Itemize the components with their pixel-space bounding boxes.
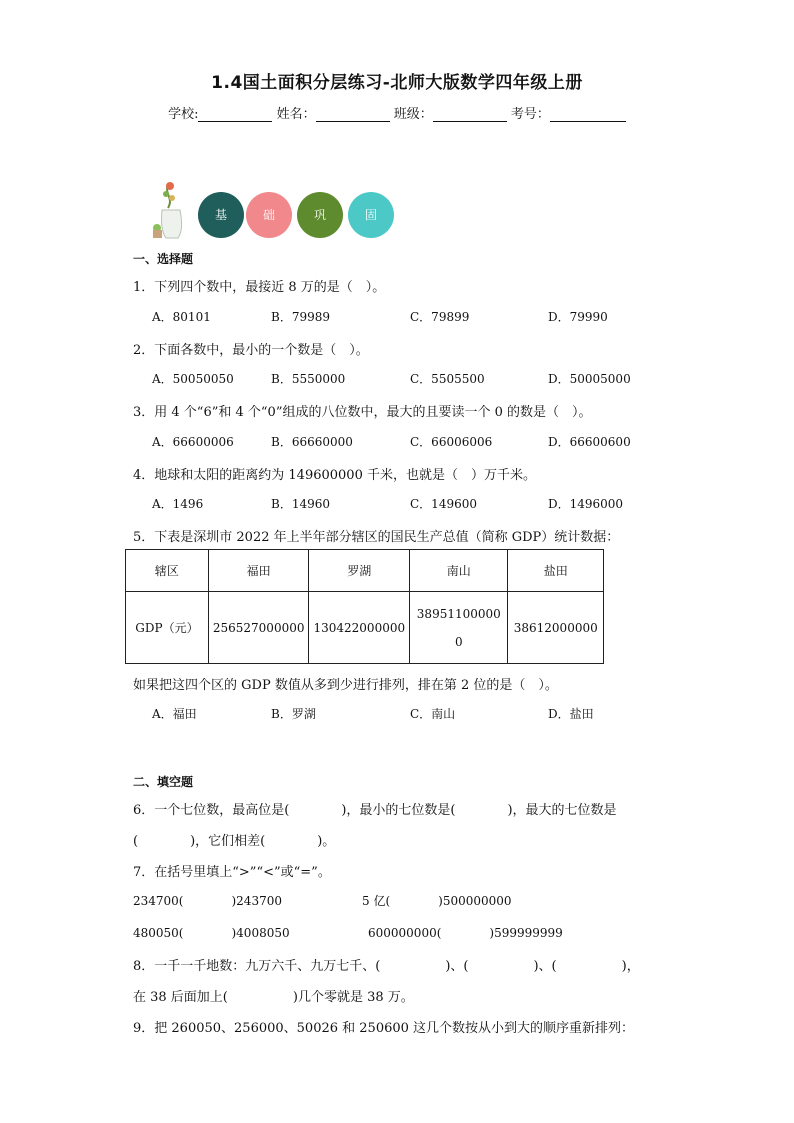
- badge-gong: [297, 192, 343, 238]
- q4-option-a[interactable]: A．1496: [152, 497, 204, 511]
- q3-option-c[interactable]: C．66006006: [410, 435, 493, 449]
- q1-option-d[interactable]: D．79990: [548, 310, 608, 324]
- col-header-luohu: 罗湖: [309, 550, 410, 592]
- q7-item-2[interactable]: 5 亿( )500000000: [362, 894, 512, 908]
- col-header-nanshan: 南山: [410, 550, 508, 592]
- q2-stem: 2．下面各数中，最小的一个数是（ ）。: [133, 343, 369, 358]
- section-choice-title: 一、选择题: [133, 252, 194, 266]
- q5-followup: 如果把这四个区的 GDP 数值从多到少进行排列，排在第 2 位的是（ ）。: [133, 678, 558, 693]
- col-header-district: 辖区: [126, 550, 209, 592]
- badge-gu: [348, 192, 394, 238]
- q4-option-b[interactable]: B．14960: [271, 497, 330, 511]
- cell-yantian: 38612000000: [508, 592, 604, 664]
- gdp-header-row: [126, 550, 604, 592]
- q1-option-b[interactable]: B．79989: [271, 310, 330, 324]
- student-info-line: [0, 103, 794, 122]
- q3-option-b[interactable]: B．66660000: [271, 435, 353, 449]
- q8-line2: 在 38 后面加上( )几个零就是 38 万。: [133, 990, 414, 1005]
- name-label: 姓名：: [276, 107, 316, 122]
- q2-option-c[interactable]: C．5505500: [410, 372, 485, 386]
- name-blank[interactable]: [316, 107, 390, 122]
- q5-stem: 5．下表是深圳市 2022 年上半年部分辖区的国民生产总值（简称 GDP）统计数据：: [133, 530, 620, 545]
- q2-option-d[interactable]: D．50005000: [548, 372, 631, 386]
- q2-option-b[interactable]: B．5550000: [271, 372, 346, 386]
- badge-ji-label: 基: [214, 208, 227, 222]
- q2-option-a[interactable]: A．50050050: [152, 372, 234, 386]
- cell-nanshan: [410, 592, 508, 664]
- badge-chu-label: 础: [262, 208, 275, 222]
- col-header-futian: 福田: [208, 550, 309, 592]
- badge-gu-label: 固: [364, 208, 377, 222]
- exam-no-label: 考号：: [510, 107, 550, 122]
- row-label-gdp: GDP（元）: [126, 592, 209, 664]
- plant-vase-icon: [148, 180, 190, 242]
- q7-item-1[interactable]: 234700( )243700: [133, 894, 282, 908]
- q7-item-4[interactable]: 600000000( )599999999: [368, 926, 563, 940]
- q1-option-a[interactable]: A．80101: [152, 310, 211, 324]
- cell-luohu: 130422000000: [309, 592, 410, 664]
- q6-line2: ( )，它们相差( )。: [133, 834, 336, 849]
- q4-option-c[interactable]: C．149600: [410, 497, 477, 511]
- q3-option-a[interactable]: A．66600006: [152, 435, 234, 449]
- badge-ji: [198, 192, 244, 238]
- q6-line1: 6．一个七位数，最高位是( )，最小的七位数是( )，最大的七位数是: [133, 803, 617, 818]
- q9-stem: 9．把 260050、256000、50026 和 250600 这几个数按从小到大的顺序重新排列：: [133, 1021, 635, 1036]
- cell-nanshan-line1: 38951100000: [416, 606, 501, 621]
- school-label: 学校:: [168, 107, 199, 122]
- q5-option-c[interactable]: C．南山: [410, 707, 456, 721]
- badge-chu: [246, 192, 292, 238]
- q1-option-c[interactable]: C．79899: [410, 310, 470, 324]
- q3-stem: 3．用 4 个“6”和 4 个“0”组成的八位数中，最大的且要读一个 0 的数是（ ）。: [133, 405, 592, 420]
- cell-nanshan-line2: 0: [454, 634, 463, 649]
- q5-option-a[interactable]: A．福田: [152, 707, 197, 721]
- q7-item-3[interactable]: 480050( )4008050: [133, 926, 290, 940]
- school-blank[interactable]: [198, 107, 272, 122]
- exam-no-blank[interactable]: [550, 107, 626, 122]
- q8-line1: 8．一千一千地数：九万六千、九万七千、( )、( )、( )，: [133, 959, 640, 974]
- q4-stem: 4．地球和太阳的距离约为 149600000 千米，也就是（ ）万千米。: [133, 468, 536, 483]
- section-fill-title: 二、填空题: [133, 775, 194, 789]
- cell-futian: 256527000000: [208, 592, 309, 664]
- page-title: 1.4国土面积分层练习-北师大版数学四年级上册: [211, 73, 583, 93]
- gdp-value-row: [126, 592, 604, 664]
- col-header-yantian: 盐田: [508, 550, 604, 592]
- class-label: 班级：: [393, 107, 433, 122]
- q5-option-d[interactable]: D．盐田: [548, 707, 594, 721]
- class-blank[interactable]: [433, 107, 507, 122]
- q7-stem: 7．在括号里填上“>”“<”或“=”。: [133, 865, 331, 880]
- q1-stem: 1．下列四个数中，最接近 8 万的是（ ）。: [133, 280, 386, 295]
- gdp-table: [125, 549, 604, 664]
- q5-option-b[interactable]: B．罗湖: [271, 707, 316, 721]
- q3-option-d[interactable]: D．66600600: [548, 435, 631, 449]
- badge-gong-label: 巩: [313, 208, 326, 222]
- q4-option-d[interactable]: D．1496000: [548, 497, 624, 511]
